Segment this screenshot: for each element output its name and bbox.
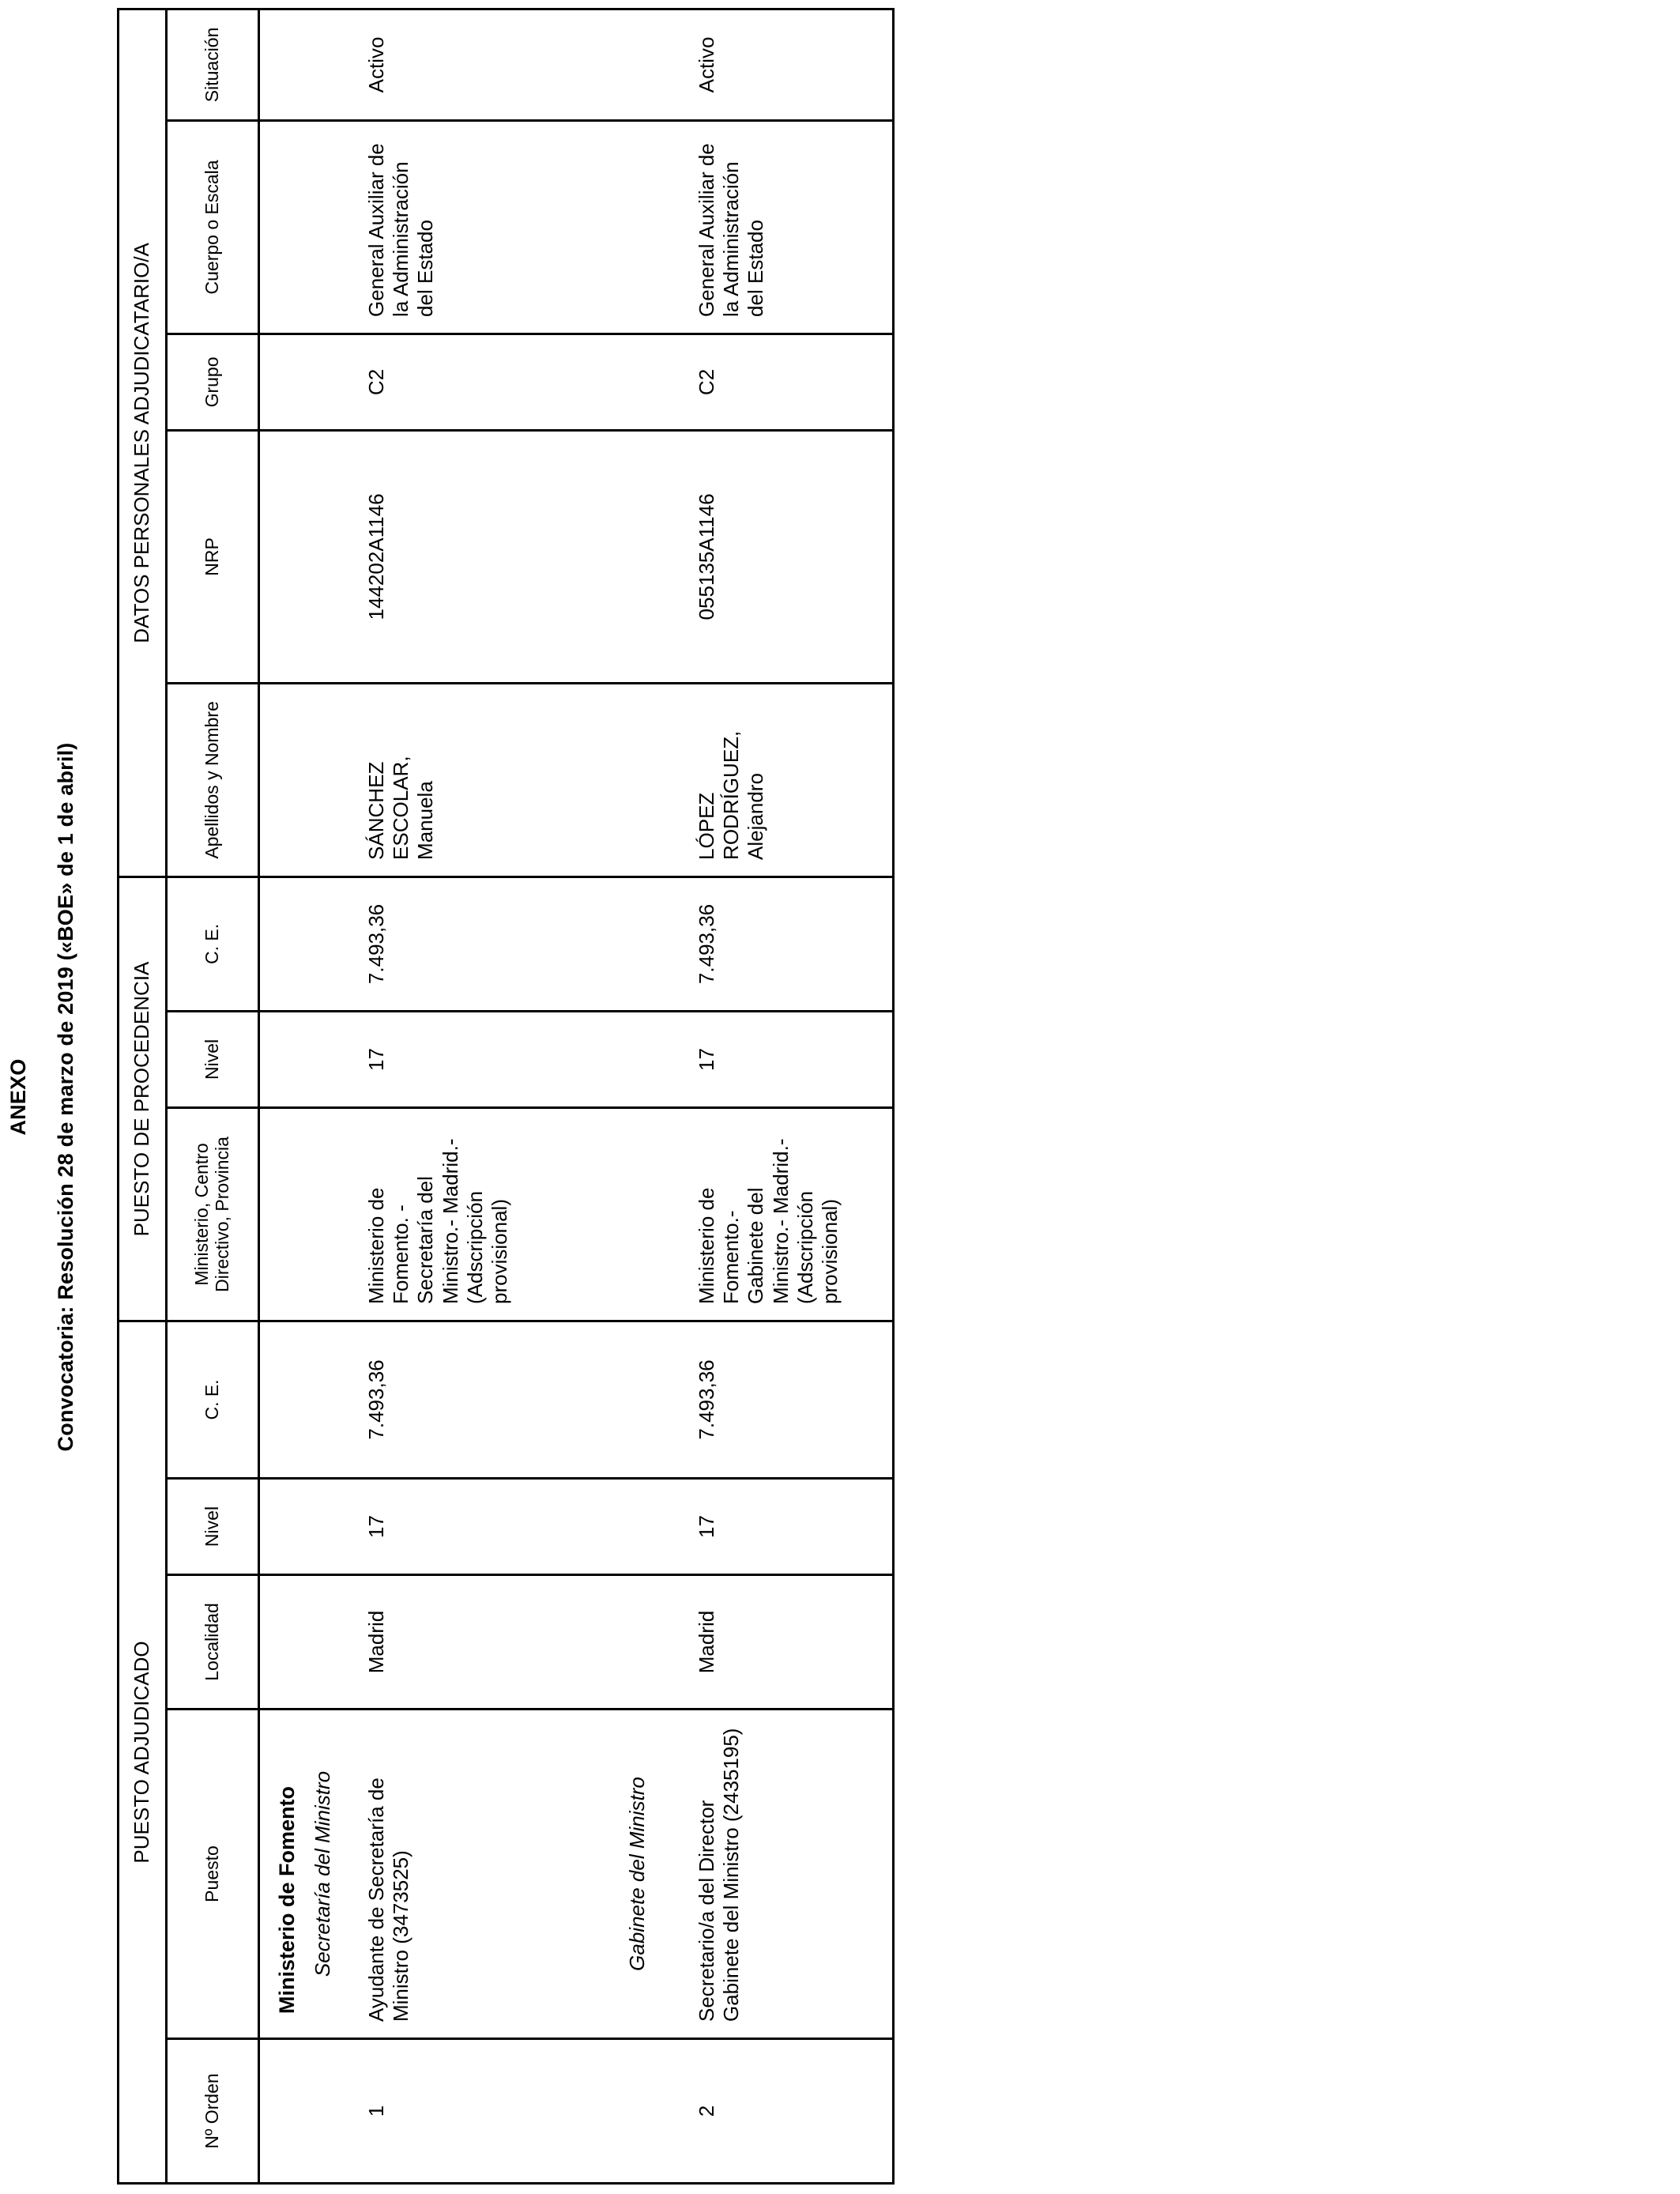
section-row-unit (581, 9, 684, 2183)
cell-puesto: Secretario/a del Director Gabinete del Ministro (2435195) (695, 1728, 744, 2022)
cell-nrp: 055135A1146 (695, 493, 718, 620)
cell-ministerio-centro: Ministerio de Fomento. - Secretaría del Ministro.- Madrid.- (Adscripción provisional) (364, 1138, 511, 1304)
cell-localidad: Madrid (364, 1610, 388, 1674)
cell-ce: 7.493,36 (364, 1359, 388, 1440)
table-row (684, 9, 894, 2183)
cell-orden: 2 (695, 2105, 718, 2117)
group-header-puesto-adjudicado: PUESTO ADJUDICADO (119, 1321, 167, 2183)
section-row-ministry (259, 9, 354, 2183)
column-header-ce-procedencia: C. E. (167, 876, 259, 1011)
cell-apellidos-nombre: SÁNCHEZ ESCOLAR, Manuela (364, 756, 438, 860)
cell-puesto: Ayudante de Secretaría de Ministro (3473525) (364, 1777, 413, 2022)
cell-cuerpo-escala: General Auxiliar de la Administración del Estado (695, 143, 768, 317)
group-header-puesto-procedencia: PUESTO DE PROCEDENCIA (119, 876, 167, 1321)
column-header-situacion: Situación (167, 9, 259, 120)
column-header-nrp: NRP (167, 430, 259, 683)
column-header-nivel: Nivel (167, 1479, 259, 1575)
column-header-localidad: Localidad (167, 1575, 259, 1710)
cell-cuerpo-escala: General Auxiliar de la Administración del Estado (364, 143, 438, 317)
column-header-cuerpo-escala: Cuerpo o Escala (167, 120, 259, 334)
cell-nivel-procedencia: 17 (364, 1048, 388, 1071)
cell-ce-procedencia: 7.493,36 (364, 903, 388, 985)
cell-nivel: 17 (695, 1515, 718, 1538)
table-group-header-row (119, 9, 167, 2183)
column-header-grupo: Grupo (167, 334, 259, 430)
column-header-puesto: Puesto (167, 1710, 259, 2039)
table-column-header-row (167, 9, 259, 2183)
cell-apellidos-nombre: LÓPEZ RODRÍGUEZ, Alejandro (695, 730, 768, 860)
cell-grupo: C2 (364, 368, 388, 396)
unit-label: Gabinete del Ministro (625, 1777, 649, 1971)
table-row (353, 9, 581, 2183)
cell-situacion: Activo (364, 36, 388, 93)
annex-table (117, 8, 895, 2185)
group-header-datos-personales: DATOS PERSONALES ADJUDICATARIO/A (119, 9, 167, 876)
column-header-ce: C. E. (167, 1321, 259, 1478)
document-subtitle: Convocatoria: Resolución 28 de marzo de 2019 («BOE» de 1 de abril) (54, 742, 77, 1452)
cell-ministerio-centro: Ministerio de Fomento.- Gabinete del Ministro.- Madrid.- (Adscripción provisional) (695, 1138, 842, 1304)
cell-orden: 1 (364, 2105, 388, 2117)
cell-grupo: C2 (695, 368, 718, 396)
cell-nivel: 17 (364, 1515, 388, 1538)
cell-ce: 7.493,36 (695, 1359, 718, 1440)
cell-nrp: 144202A1146 (364, 493, 388, 620)
ministry-label: Ministerio de Fomento (275, 1785, 299, 2014)
cell-situacion: Activo (695, 36, 718, 93)
cell-nivel-procedencia: 17 (695, 1048, 718, 1071)
cell-ce-procedencia: 7.493,36 (695, 903, 718, 985)
unit-label: Secretaría del Ministro (311, 1770, 335, 1977)
column-header-ministerio-centro: Ministerio, Centro Directivo, Provincia (167, 1107, 259, 1321)
column-header-apellidos-nombre: Apellidos y Nombre (167, 683, 259, 876)
column-header-nivel-procedencia: Nivel (167, 1011, 259, 1107)
column-header-orden: Nº Orden (167, 2039, 259, 2184)
document-title: ANEXO (6, 1058, 30, 1136)
cell-localidad: Madrid (695, 1610, 718, 1674)
